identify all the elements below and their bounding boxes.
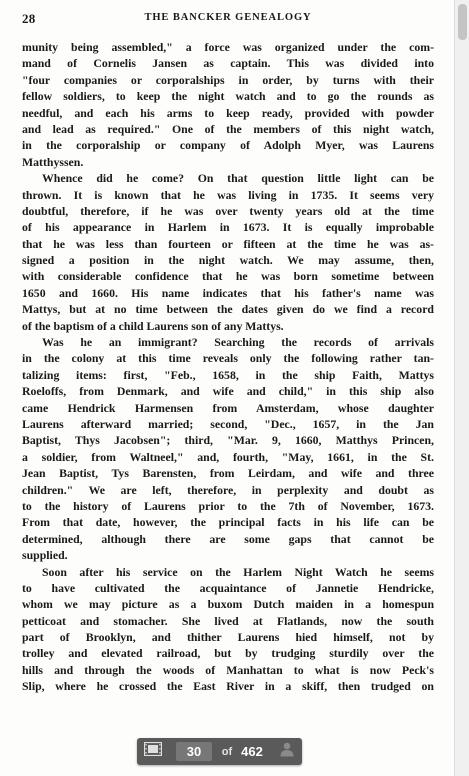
filmstrip-icon bbox=[144, 742, 162, 761]
user-icon bbox=[279, 741, 295, 762]
text-line: needful, and each his arms to keep ready, provided with powder bbox=[22, 105, 434, 120]
text-line: came Hendrick Harmensen from Amsterdam, whose daughter bbox=[22, 400, 434, 415]
total-pages: 462 bbox=[241, 744, 263, 759]
text-line: of the baptism of a child Laurens son of any Mattys. bbox=[22, 318, 284, 333]
page-header bbox=[22, 11, 434, 27]
text-line: Laurens afterward married; second, "Dec., 1657, in the Jan bbox=[22, 416, 434, 431]
text-line: thrown. It is known that he was living in 1735. It seems very bbox=[22, 187, 434, 202]
text-line: fellow soldiers, to keep the night watch and to go the rounds as bbox=[22, 89, 434, 104]
text-line: hills and through the woods of Manhattan to what is now Peck's bbox=[22, 662, 434, 677]
text-line: Whence did he come? On that question little light can be bbox=[42, 171, 434, 186]
scrollbar-thumb[interactable] bbox=[458, 4, 467, 40]
text-line: of his appearance in Harlem in 1673. It is equally improbable bbox=[22, 220, 434, 235]
running-head: THE BANCKER GENEALOGY bbox=[144, 12, 312, 23]
text-line: with considerable confidence that he was born sometime between bbox=[22, 269, 434, 284]
current-page-input[interactable]: 30 bbox=[176, 742, 212, 761]
text-line: to the history of Laurens prior to the 7th of November, 1673. bbox=[22, 498, 434, 513]
page-of-label: of bbox=[221, 745, 233, 758]
text-line: in the colony at this time reveals only the following rather tan- bbox=[22, 351, 434, 366]
text-line: that he was less than fourteen or fifteen at the time he was as- bbox=[22, 236, 434, 251]
text-line: petticoat and stomacher. She lived at Flatlands, now the south bbox=[22, 613, 434, 628]
text-line: 1650 and 1660. His name indicates that his father's name was bbox=[22, 285, 434, 300]
text-line: Matthyssen. bbox=[22, 154, 84, 169]
text-line: supplied. bbox=[22, 548, 68, 563]
text-line: to have cultivated the acquaintance of Jannetie Hendricke, bbox=[22, 580, 434, 595]
text-line: a soldier, from Waltneel," and, fourth, "May, 1661, in the St. bbox=[22, 449, 434, 464]
account-button[interactable] bbox=[271, 738, 302, 765]
text-line: talizing items: first, "Feb., 1658, in the ship Faith, Mattys bbox=[22, 367, 434, 382]
text-line: Roeloffs, from Denmark, and wife and child," in this ship also bbox=[22, 384, 434, 399]
text-line: determined, although there are some gaps that cannot be bbox=[22, 531, 434, 546]
page-number: 28 bbox=[22, 11, 36, 26]
text-line: trolley and elevated railroad, but by trudging sturdily over the bbox=[22, 646, 434, 661]
filmstrip-button[interactable] bbox=[137, 738, 169, 765]
text-line: Baptist, Thys Jacobsen"; third, "Mar. 9, 1660, Matthys Princen, bbox=[22, 433, 434, 448]
text-line: whom we may picture as a buxom Dutch maiden in a homespun bbox=[22, 597, 434, 612]
text-line: part of Brooklyn, and thither Laurens hied himself, not by bbox=[22, 630, 434, 645]
text-line: children." We are left, therefore, in perplexity and doubt as bbox=[22, 482, 434, 497]
text-line: Mattys, but at no time between the dates given do we find a record bbox=[22, 302, 434, 317]
text-line: munity being assembled," a force was organized under the com- bbox=[22, 40, 434, 54]
text-line: "four companies or corporalships in order, by turns with their bbox=[22, 72, 434, 87]
text-line: mand of Cornelis Jansen as captain. This was divided into bbox=[22, 56, 434, 71]
text-line: in the corporalship or company of Adolph Myer, was Laurens bbox=[22, 138, 434, 153]
text-line: doubtful, therefore, if he was over twenty years old at the time bbox=[22, 203, 434, 218]
vertical-scrollbar[interactable] bbox=[454, 0, 469, 776]
text-line: Was he an immigrant? Searching the records of arrivals bbox=[42, 335, 434, 350]
page-navigation-toolbar bbox=[137, 738, 302, 765]
text-line: and lead as required." One of the members of this night watch, bbox=[22, 121, 434, 136]
text-line: Slip, where he crossed the East River in a skiff, then trudged on bbox=[22, 679, 434, 694]
text-line: Soon after his service on the Harlem Night Watch he seems bbox=[42, 564, 434, 579]
body-text bbox=[22, 39, 434, 695]
text-line: signed a position in the night watch. We may assume, then, bbox=[22, 253, 434, 268]
text-line: From that date, however, the principal facts in his life can be bbox=[22, 515, 434, 530]
text-line: Jean Baptist, Tys Barensten, from Leirdam, and wife and three bbox=[22, 466, 434, 481]
